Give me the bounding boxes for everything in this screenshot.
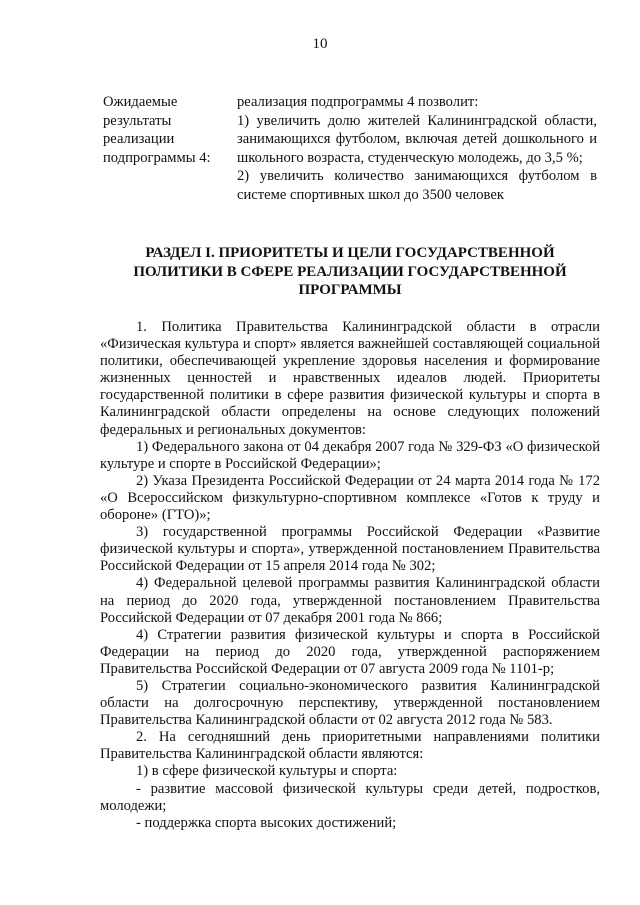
document-list-item: 4) Стратегии развития физической культуры и спорта в Российской Федерации на период до 2020 года, утвержденной распоряжением Правительства Российской Федерации от 07 августа 2009 года № 1101-р; <box>100 626 600 677</box>
document-list-item: 1) Федерального закона от 04 декабря 2007 года № 329-ФЗ «О физической культуре и спорте в Российской Федерации»; <box>100 438 600 472</box>
document-list-item: 3) государственной программы Российской Федерации «Развитие физической культуры и спорта», утвержденной постановлением Правительства Российской Федерации от 15 апреля 2014 года № 302; <box>100 524 600 575</box>
paragraph: 2. На сегодняшний день приоритетными направлениями политики Правительства Калининградской области являются: <box>100 729 600 763</box>
document-list-item: 2) Указа Президента Российской Федерации от 24 марта 2014 года № 172 «О Всероссийском физкультурно-спортивном комплексе «Готов к труду и обороне» (ГТО)»; <box>100 472 600 524</box>
expected-results-item: 1) увеличить долю жителей Калининградской области, занимающихся футболом, включая детей дошкольного и школьного возраста, студенческую молодежь, до 3,5 %; <box>237 112 597 166</box>
section-title-line: РАЗДЕЛ I. ПРИОРИТЕТЫ И ЦЕЛИ ГОСУДАРСТВЕННОЙ <box>145 245 555 261</box>
page-number: 10 <box>312 36 328 52</box>
expected-results-label <box>103 93 228 167</box>
expected-results-label-line: Ожидаемые <box>103 94 178 110</box>
body-text <box>100 319 600 832</box>
section-title-line: ПРОГРАММЫ <box>298 282 402 298</box>
section-title-line: ПОЛИТИКИ В СФЕРЕ РЕАЛИЗАЦИИ ГОСУДАРСТВЕННОЙ <box>133 263 567 280</box>
paragraph: 1. Политика Правительства Калининградской области в отрасли «Физическая культура и спорт» является важнейшей составляющей социальной политики, обеспечивающей укрепление здоровья населения и формирование жизненных ценностей и нравственных идеалов людей. Приоритеты государственной политики в сфере развития физической культуры и спорта в Калининградской области определены на основе следующих положений федеральных и региональных документов: <box>100 319 600 438</box>
section-title <box>100 244 600 300</box>
expected-results-item: 2) увеличить количество занимающихся футболом в системе спортивных школ до 3500 человек <box>237 168 597 203</box>
document-list-item: 5) Стратегии социально-экономического развития Калининградской области на долгосрочную перспективу, утвержденной постановлением Правительства Калининградской области от 02 августа 2012 года № 583. <box>100 677 600 729</box>
expected-results-intro: реализация подпрограммы 4 позволит: <box>237 94 479 110</box>
bullet-item: - развитие массовой физической культуры среди детей, подростков, молодежи; <box>100 780 600 814</box>
document-list-item: 4) Федеральной целевой программы развития Калининградской области на период до 2020 года, утвержденной постановлением Правительства Российской Федерации от 07 декабря 2001 года № 866; <box>100 575 600 626</box>
expected-results-label-line: реализации <box>103 131 175 147</box>
expected-results-label-line: подпрограммы 4: <box>103 149 211 166</box>
subsection-heading: 1) в сфере физической культуры и спорта: <box>136 763 398 780</box>
expected-results-text <box>237 93 597 204</box>
bullet-item: - поддержка спорта высоких достижений; <box>136 814 397 831</box>
expected-results-label-line: результаты <box>103 112 172 129</box>
